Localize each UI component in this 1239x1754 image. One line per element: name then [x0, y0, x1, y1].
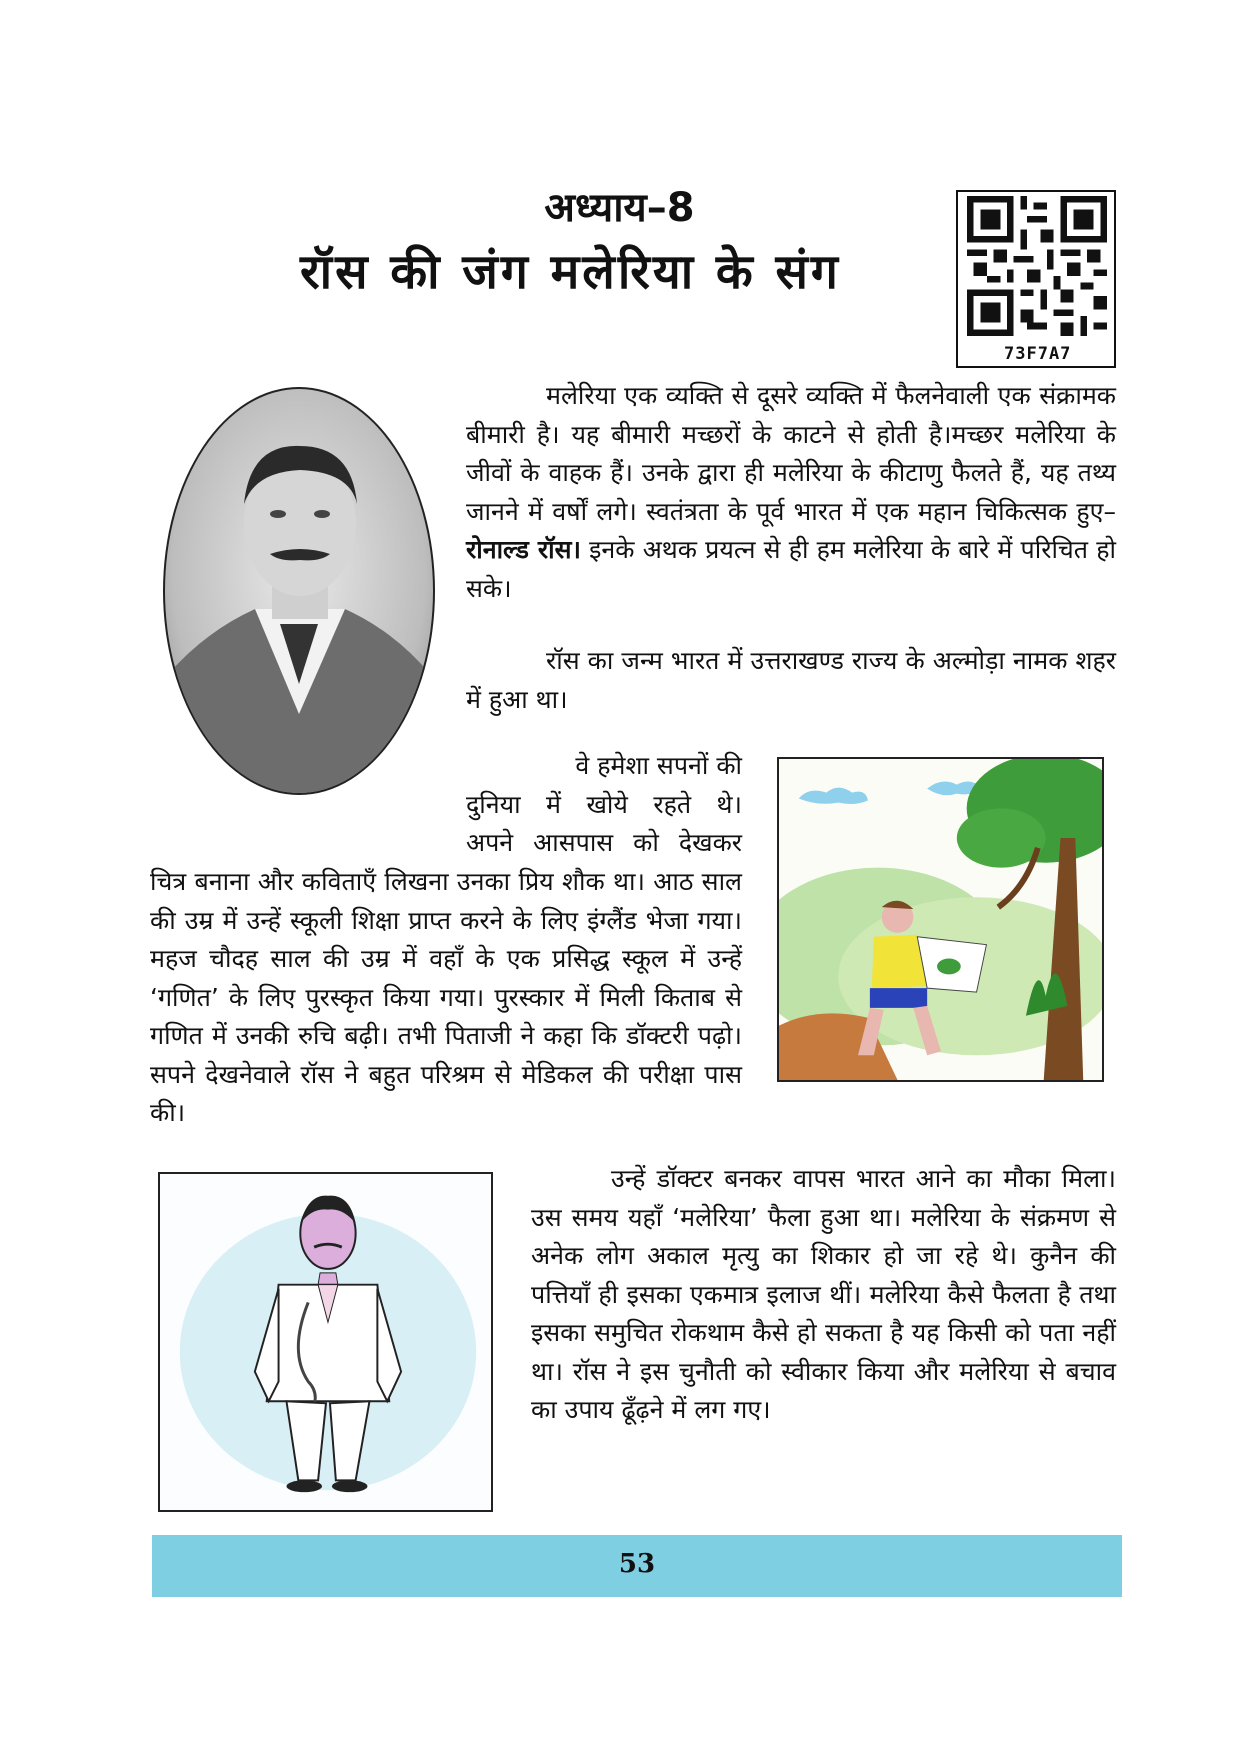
paragraph-intro-end: इनके अथक प्रयत्न से ही हम मलेरिया के बारे में परिचित हो सके। — [466, 535, 1116, 603]
paragraph-childhood-rest: चित्र बनाना और कविताएँ लिखना उनका प्रिय शौक था। आठ साल की उम्र में उन्हें स्कूली शिक्षा प्राप्त करने के लिए इंग्लैंड भेजा गया। महज चौदह साल की उम्र में वहाँ के एक प्रसिद्ध स्कूल में उन्हें ‘गणित’ के लिए पुरस्कृत किया गया। पुरस्कार में मिली किताब से गणित में उनकी रुचि बढ़ी। तभी पिताजी ने कहा कि डॉक्टरी पढ़ो। सपने देखनेवाले रॉस ने बहुत परिश्रम से मेडिकल की परीक्षा पास की। — [150, 867, 742, 1127]
paragraph-birth-text: रॉस का जन्म भारत में उत्तराखण्ड राज्य के अल्मोड़ा नामक शहर में हुआ था। — [466, 646, 1116, 714]
paragraph-intro-text: मलेरिया एक व्यक्ति से दूसरे व्यक्ति में फैलनेवाली एक संक्रामक बीमारी है। यह बीमारी मच्छरों के काटने से होती है।मच्छर मलेरिया के जीवों के वाहक हैं। उनके द्वारा ही मलेरिया के कीटाणु फैलते हैं, यह तथ्य जानने में वर्षों लगे। स्वतंत्रता के पूर्व भारत में एक महान चिकित्सक हुए– — [466, 381, 1116, 526]
paragraph-childhood-line3: अपने आसपास को देखकर — [466, 828, 742, 857]
paragraph-childhood-line2: दुनिया में खोये रहते थे। — [466, 789, 742, 819]
chapter-label: अध्याय–8 — [544, 185, 695, 231]
paragraph-childhood-line1: वे हमेशा सपनों की — [575, 751, 742, 780]
boy-drawing-illustration — [777, 757, 1104, 1082]
qr-code-label: 73F7A7 — [1004, 344, 1072, 364]
paragraph-intro — [466, 377, 1116, 608]
paragraph-return-text: उन्हें डॉक्टर बनकर वापस भारत आने का मौका मिला। उस समय यहाँ ‘मलेरिया’ फैला हुआ था। मलेरिया के संक्रमण से अनेक लोग अकाल मृत्यु का शिकार हो जा रहे थे। कुनैन की पत्तियाँ ही इसका एकमात्र इलाज थीं। मलेरिया कैसे फैलता है तथा इसका समुचित रोकथाम कैसे हो सकता है यह किसी को पता नहीं था। रॉस ने इस चुनौती को स्वीकार किया और मलेरिया से बचाव का उपाय ढूँढ़ने में लग गए। — [531, 1164, 1116, 1424]
paragraph-return — [531, 1160, 1116, 1430]
ross-name: रोनाल्ड रॉस। — [466, 535, 581, 564]
paragraph-childhood-top — [466, 747, 742, 863]
portrait-photo — [160, 384, 438, 799]
chapter-title: रॉस की जंग मलेरिया के संग — [300, 244, 841, 300]
qr-code-icon — [962, 196, 1112, 336]
page-number: 53 — [618, 1549, 656, 1579]
qr-code-box[interactable] — [956, 190, 1116, 368]
footer-band — [152, 1535, 1122, 1597]
paragraph-birth — [466, 642, 1116, 719]
doctor-drawing-illustration — [158, 1172, 493, 1512]
